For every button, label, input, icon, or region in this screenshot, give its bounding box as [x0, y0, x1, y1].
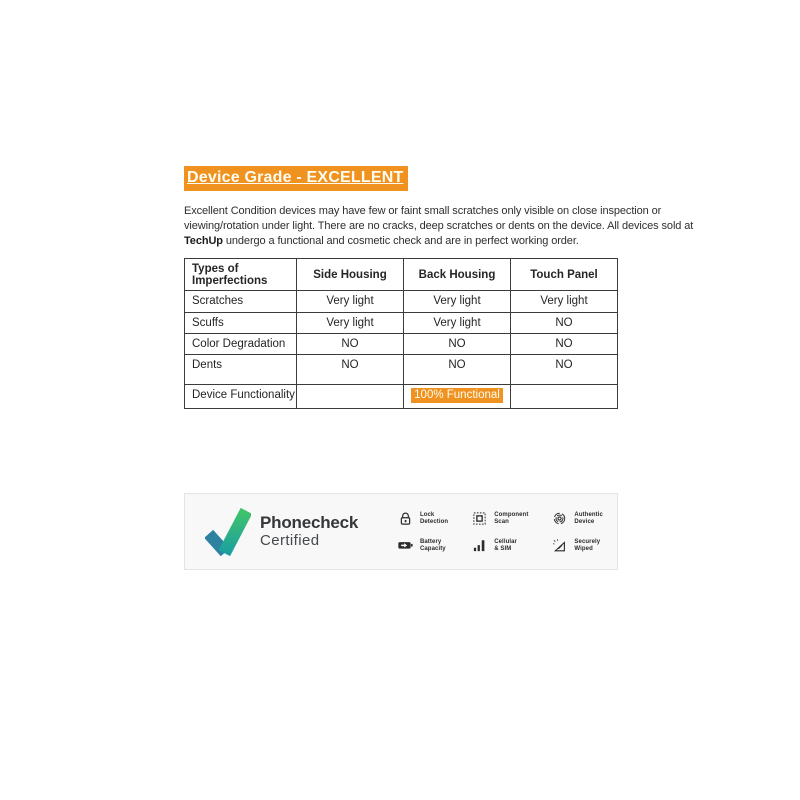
cell-value: NO — [511, 334, 618, 355]
signal-bars-icon — [472, 538, 487, 553]
brand-mention: TechUp — [184, 235, 223, 247]
title-row — [184, 166, 618, 191]
wipe-icon — [552, 538, 567, 553]
brand-text — [260, 514, 358, 549]
description — [184, 204, 694, 249]
component-scan-icon — [472, 511, 487, 526]
phonecheck-logo — [205, 508, 358, 556]
feature-label: Component Scan — [494, 511, 529, 525]
battery-icon — [398, 538, 413, 553]
cell-value: NO — [404, 334, 511, 355]
feature-label: Securely Wiped — [574, 538, 601, 552]
fingerprint-icon — [552, 511, 567, 526]
feature-lock-detection — [398, 511, 448, 526]
cell-value: Very light — [297, 291, 404, 313]
header-touch-panel: Touch Panel — [511, 259, 618, 291]
feature-cellular-sim — [472, 538, 528, 553]
row-label: Color Degradation — [185, 334, 297, 355]
table-row-scuffs — [185, 313, 618, 334]
table-row-scratches — [185, 291, 618, 313]
description-line-1: Excellent Condition devices may have few or faint small scratches only visible on close inspection or — [184, 205, 662, 217]
table-row-device-functionality — [185, 385, 618, 409]
header-back-housing: Back Housing — [404, 259, 511, 291]
cell-value: NO — [297, 334, 404, 355]
feature-label: Lock Detection — [419, 511, 449, 525]
cell-value — [404, 385, 511, 409]
feature-label: Authentic Device — [574, 511, 603, 525]
brand-name: Phonecheck — [260, 513, 359, 532]
table-header-row — [185, 259, 618, 291]
feature-label: Cellular & SIM — [494, 538, 517, 552]
row-label: Scratches — [185, 291, 297, 313]
functional-highlight: 100% Functional — [411, 388, 503, 403]
cell-value: Very light — [511, 291, 618, 313]
cell-value — [297, 385, 404, 409]
row-label: Dents — [185, 355, 297, 385]
cell-value: Very light — [404, 291, 511, 313]
feature-battery-capacity — [398, 538, 448, 553]
row-label: Device Functionality — [185, 385, 297, 409]
feature-label: Battery Capacity — [419, 538, 446, 552]
cell-value: NO — [511, 355, 618, 385]
cell-value: NO — [404, 355, 511, 385]
table-row-dents — [185, 355, 618, 385]
header-side-housing: Side Housing — [297, 259, 404, 291]
check-icon — [205, 508, 251, 556]
cell-value: NO — [511, 313, 618, 334]
table-row-color-degradation — [185, 334, 618, 355]
certification-features — [398, 511, 603, 553]
cell-value: NO — [297, 355, 404, 385]
row-label: Scuffs — [185, 313, 297, 334]
certification-badge — [184, 493, 618, 570]
cell-value — [511, 385, 618, 409]
description-line-2: viewing/rotation under light. There are no cracks, deep scratches or dents on the device. All devices sold at — [184, 220, 694, 232]
page-title: Device Grade - EXCELLENT — [184, 166, 408, 191]
cell-value: Very light — [404, 313, 511, 334]
description-line-3: undergo a functional and cosmetic check and are in perfect working order. — [222, 235, 579, 247]
feature-component-scan — [472, 511, 528, 526]
feature-securely-wiped — [552, 538, 603, 553]
cell-value: Very light — [297, 313, 404, 334]
brand-subtitle: Certified — [260, 532, 320, 549]
header-types-of-imperfections: Types of Imperfections — [185, 259, 297, 291]
imperfections-table — [184, 258, 618, 409]
listing-description — [184, 166, 694, 570]
lock-icon — [398, 511, 413, 526]
feature-authentic-device — [552, 511, 603, 526]
